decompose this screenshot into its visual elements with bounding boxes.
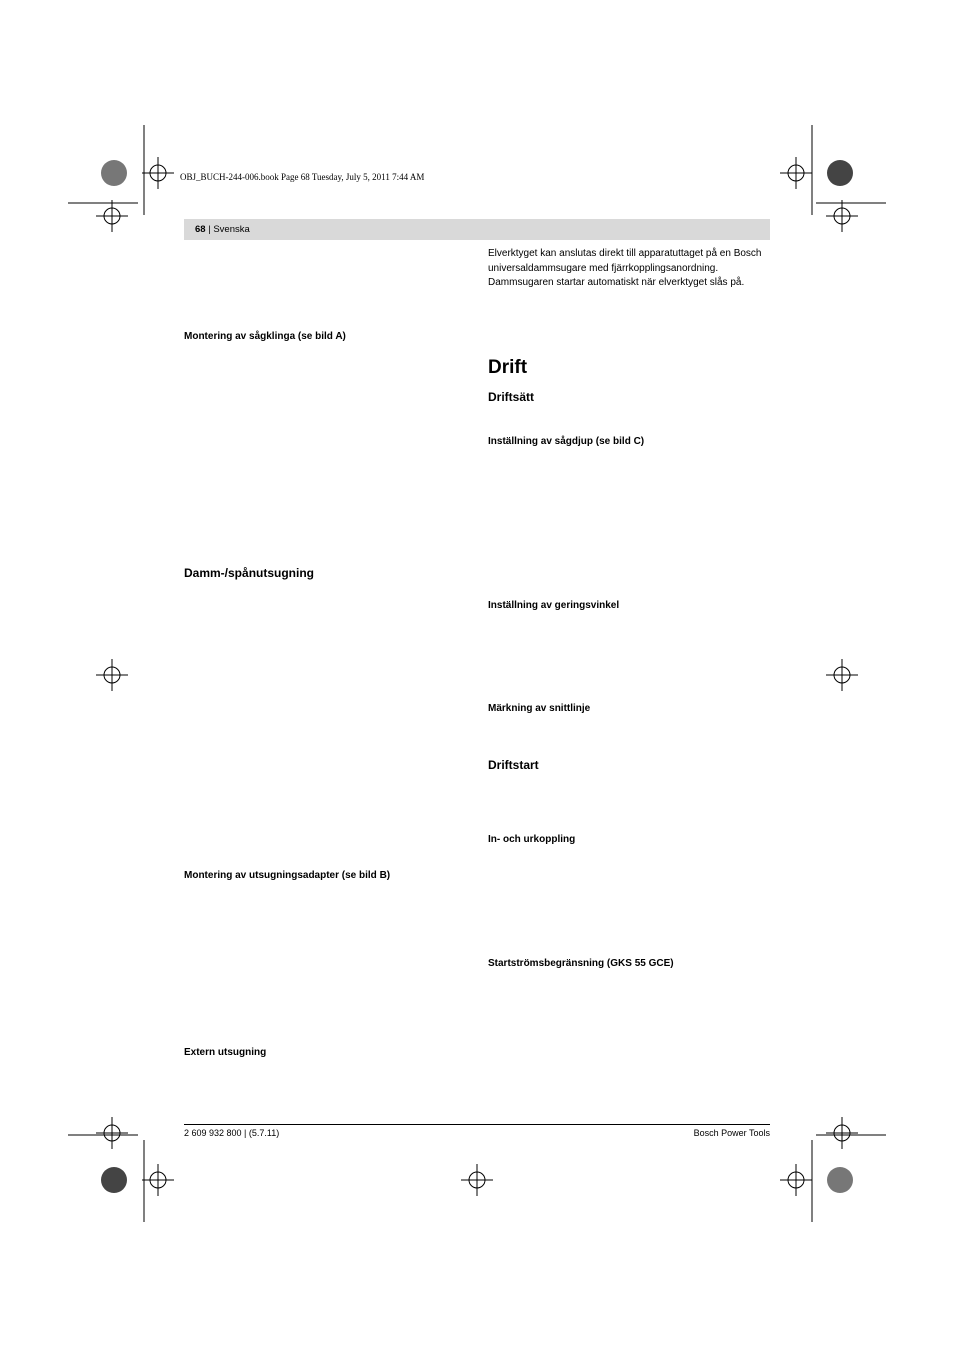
heading-montering-sagklinga: Montering av sågklinga (se bild A) [184, 331, 346, 342]
right-column [488, 247, 770, 974]
heading-markning: Märkning av snittlinje [488, 702, 591, 714]
left-column [184, 247, 466, 1062]
footer-doc-number: 2 609 932 800 | (5.7.11) [184, 1128, 280, 1138]
heading-driftstart: Driftstart [488, 758, 539, 772]
heading-drift: Drift [488, 356, 528, 378]
heading-inkoppling: In- och urkoppling [488, 833, 576, 845]
heading-startstrom: Startströmsbegränsning (GKS 55 GCE) [488, 958, 674, 969]
heading-damm: Damm-/spånutsugning [184, 565, 315, 580]
footer-brand: Bosch Power Tools [693, 1128, 770, 1138]
heading-extern: Extern utsugning [184, 1046, 267, 1058]
text-p1: Elverktyget kan anslutas direkt till apparatuttaget på en Bosch universaldammsugare med fjärrkopplingsanordning. Dammsugaren startar automatiskt när elverktyget slås på. [488, 248, 762, 288]
book-info-line: OBJ_BUCH-244-006.book Page 68 Tuesday, July 5, 2011 7:44 AM [180, 172, 425, 182]
heading-geringsvinkel: Inställning av geringsvinkel [488, 600, 620, 611]
page-number: 68 [195, 224, 206, 235]
heading-driftsatt: Driftsätt [488, 390, 535, 404]
language-label: Svenska [213, 224, 250, 235]
page-footer [184, 1124, 770, 1138]
heading-adapter: Montering av utsugningsadapter (se bild B) [184, 870, 391, 881]
page-header-bar: 68 | Svenska [184, 219, 770, 240]
heading-installning: Inställning av sågdjup (se bild C) [488, 435, 645, 447]
